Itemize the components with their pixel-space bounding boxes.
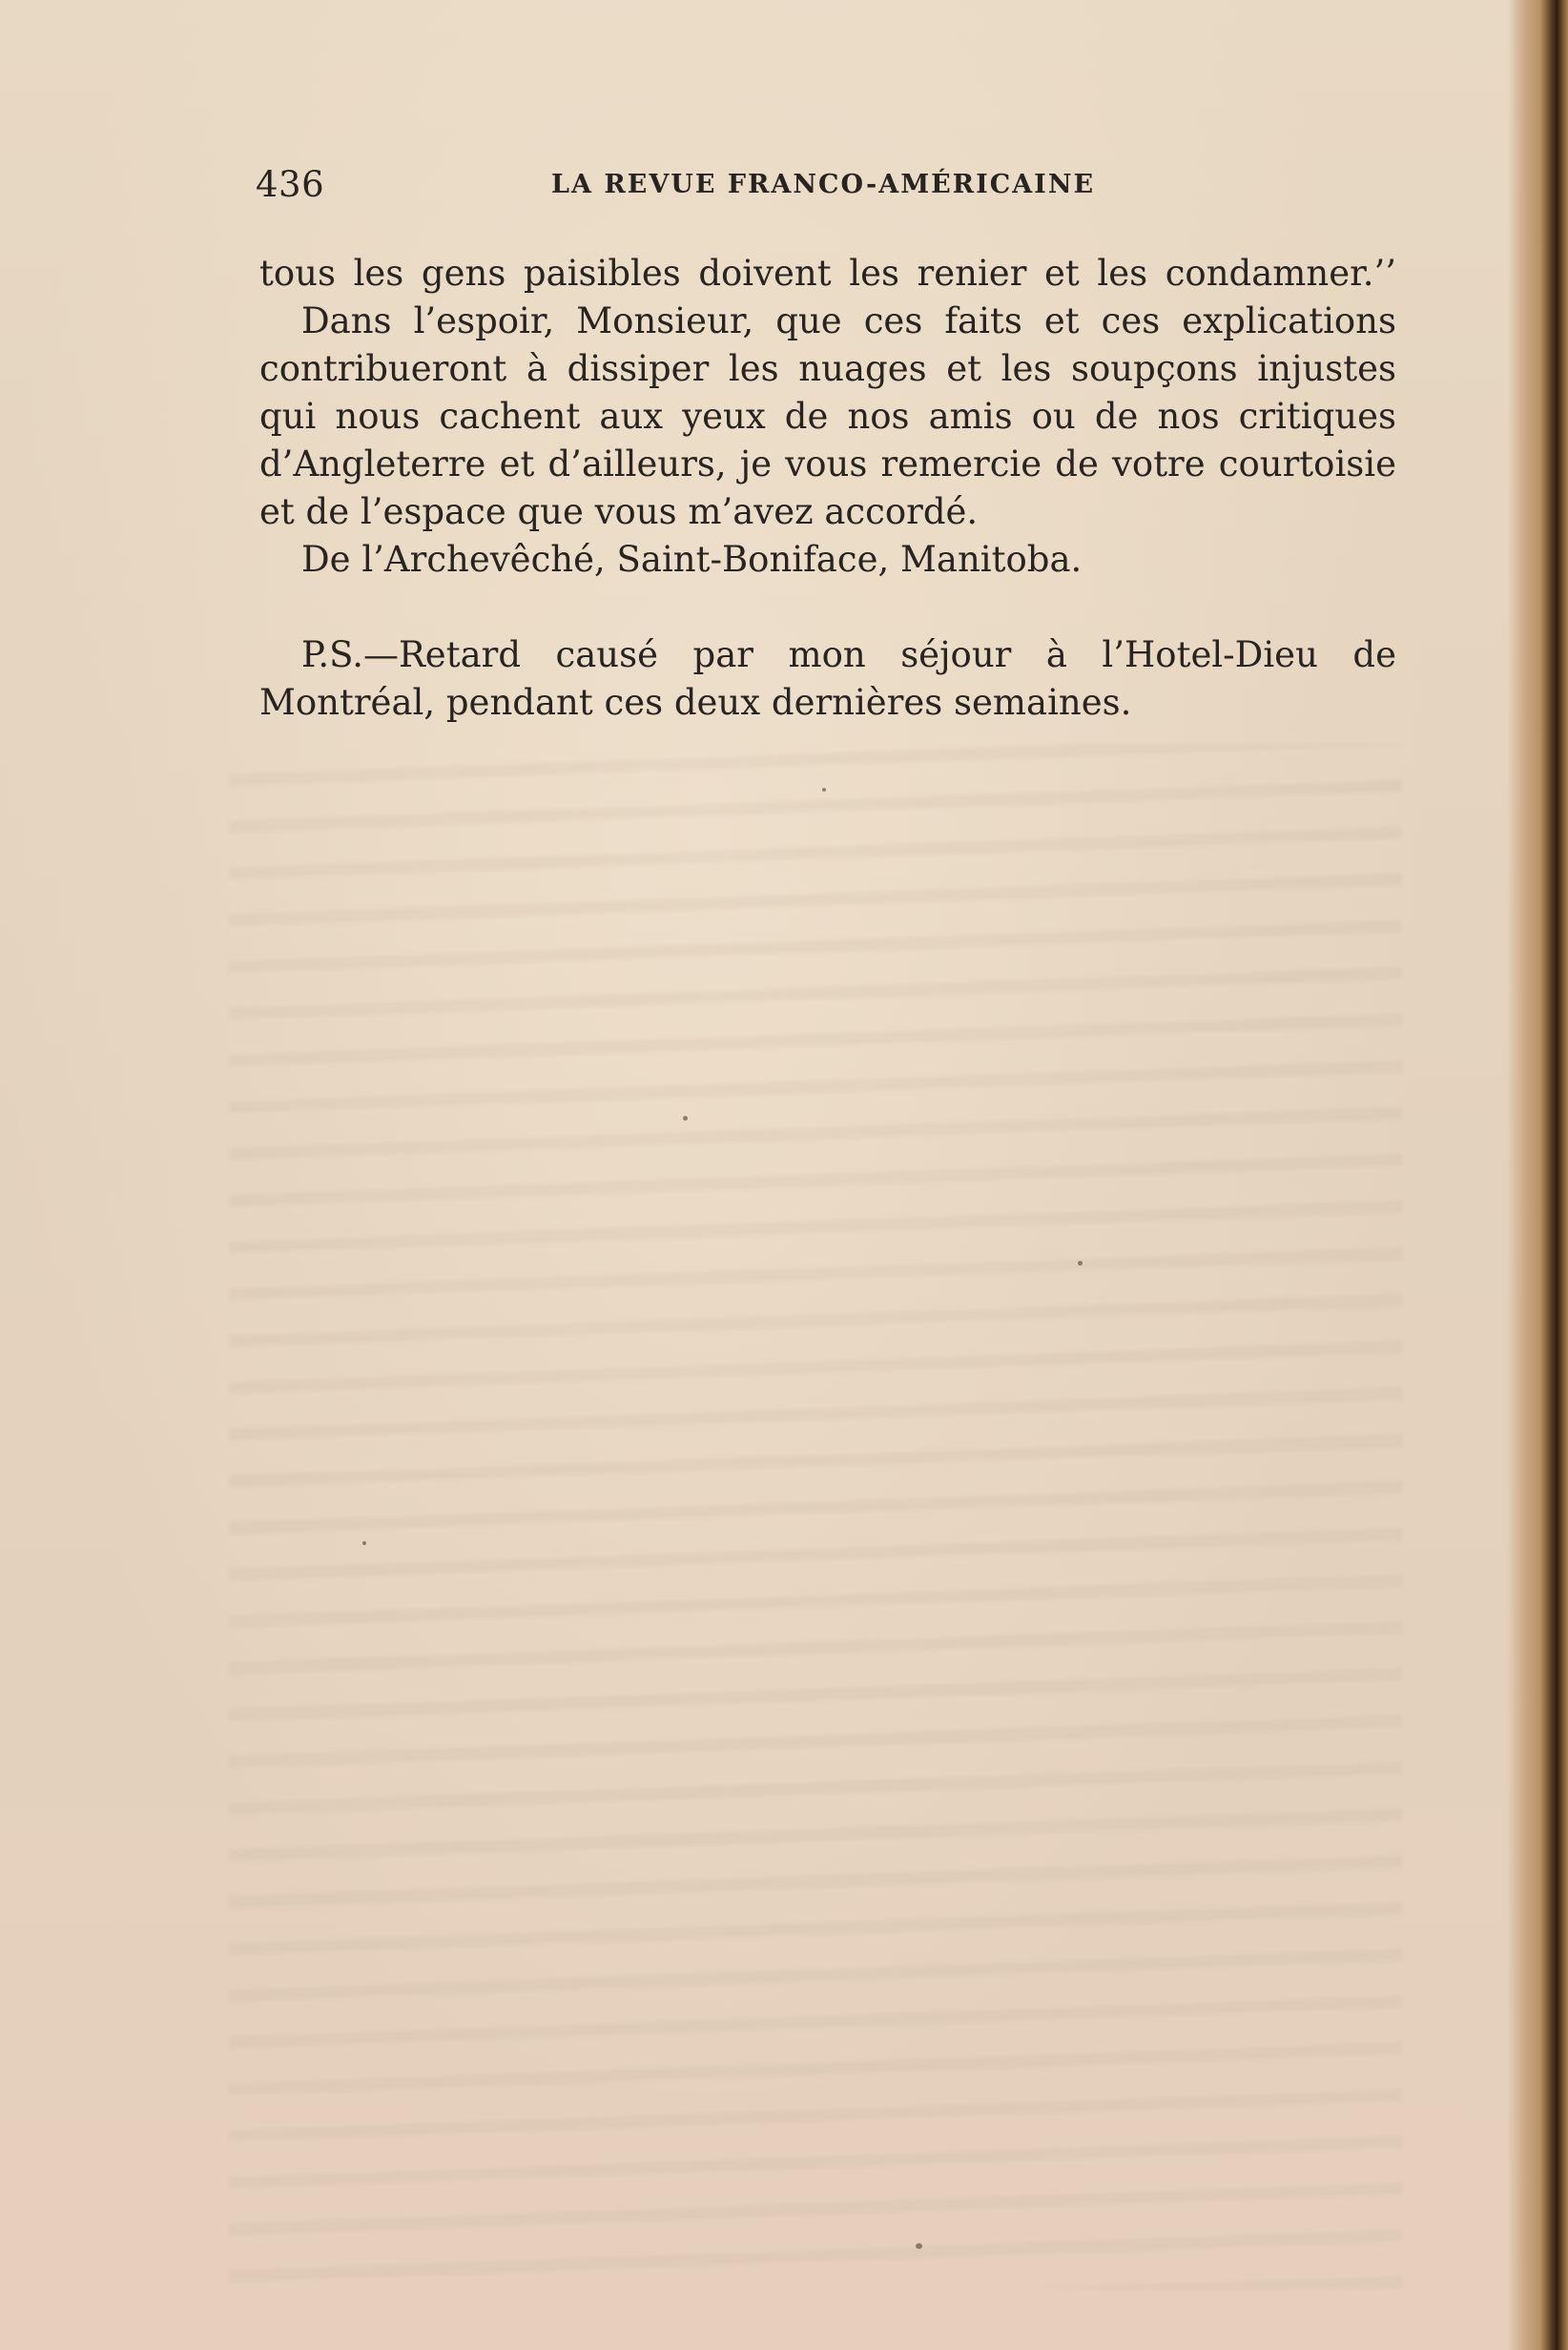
text-line: tous les gens paisibles doivent les renier et les condamner.’’ — [259, 253, 1396, 294]
paper-speck — [1078, 1261, 1083, 1266]
signature-line: De l’Archevêché, Saint-Boniface, Manitoba. — [301, 539, 1083, 580]
paragraph-gap — [259, 584, 1396, 631]
paper-speck — [822, 788, 826, 792]
reverse-side-show-through — [229, 744, 1402, 2289]
text-line: contribueront à dissiper les nuages et les soupçons injustes — [259, 348, 1396, 389]
page-number: 436 — [256, 164, 325, 205]
journal-title: LA REVUE FRANCO-AMÉRICAINE — [551, 170, 1096, 199]
page-edge-shadow — [1507, 0, 1568, 2350]
text-line: Dans l’espoir, Monsieur, que ces faits et ces explications — [301, 300, 1396, 341]
paper-speck — [683, 1116, 688, 1121]
running-header — [256, 164, 1400, 212]
postscript-line: P.S.—Retard causé par mon séjour à l’Hotel-Dieu de — [301, 634, 1396, 675]
text-line: et de l’espace que vous m’avez accordé. — [259, 491, 979, 532]
paper-speck — [916, 2243, 922, 2249]
text-line: d’Angleterre et d’ailleurs, je vous remercie de votre courtoisie — [259, 443, 1396, 484]
text-line: qui nous cachent aux yeux de nos amis ou de nos critiques — [259, 396, 1396, 437]
postscript-line: Montréal, pendant ces deux dernières semaines. — [259, 682, 1132, 723]
paper-speck — [362, 1541, 366, 1545]
body-text — [259, 250, 1396, 727]
